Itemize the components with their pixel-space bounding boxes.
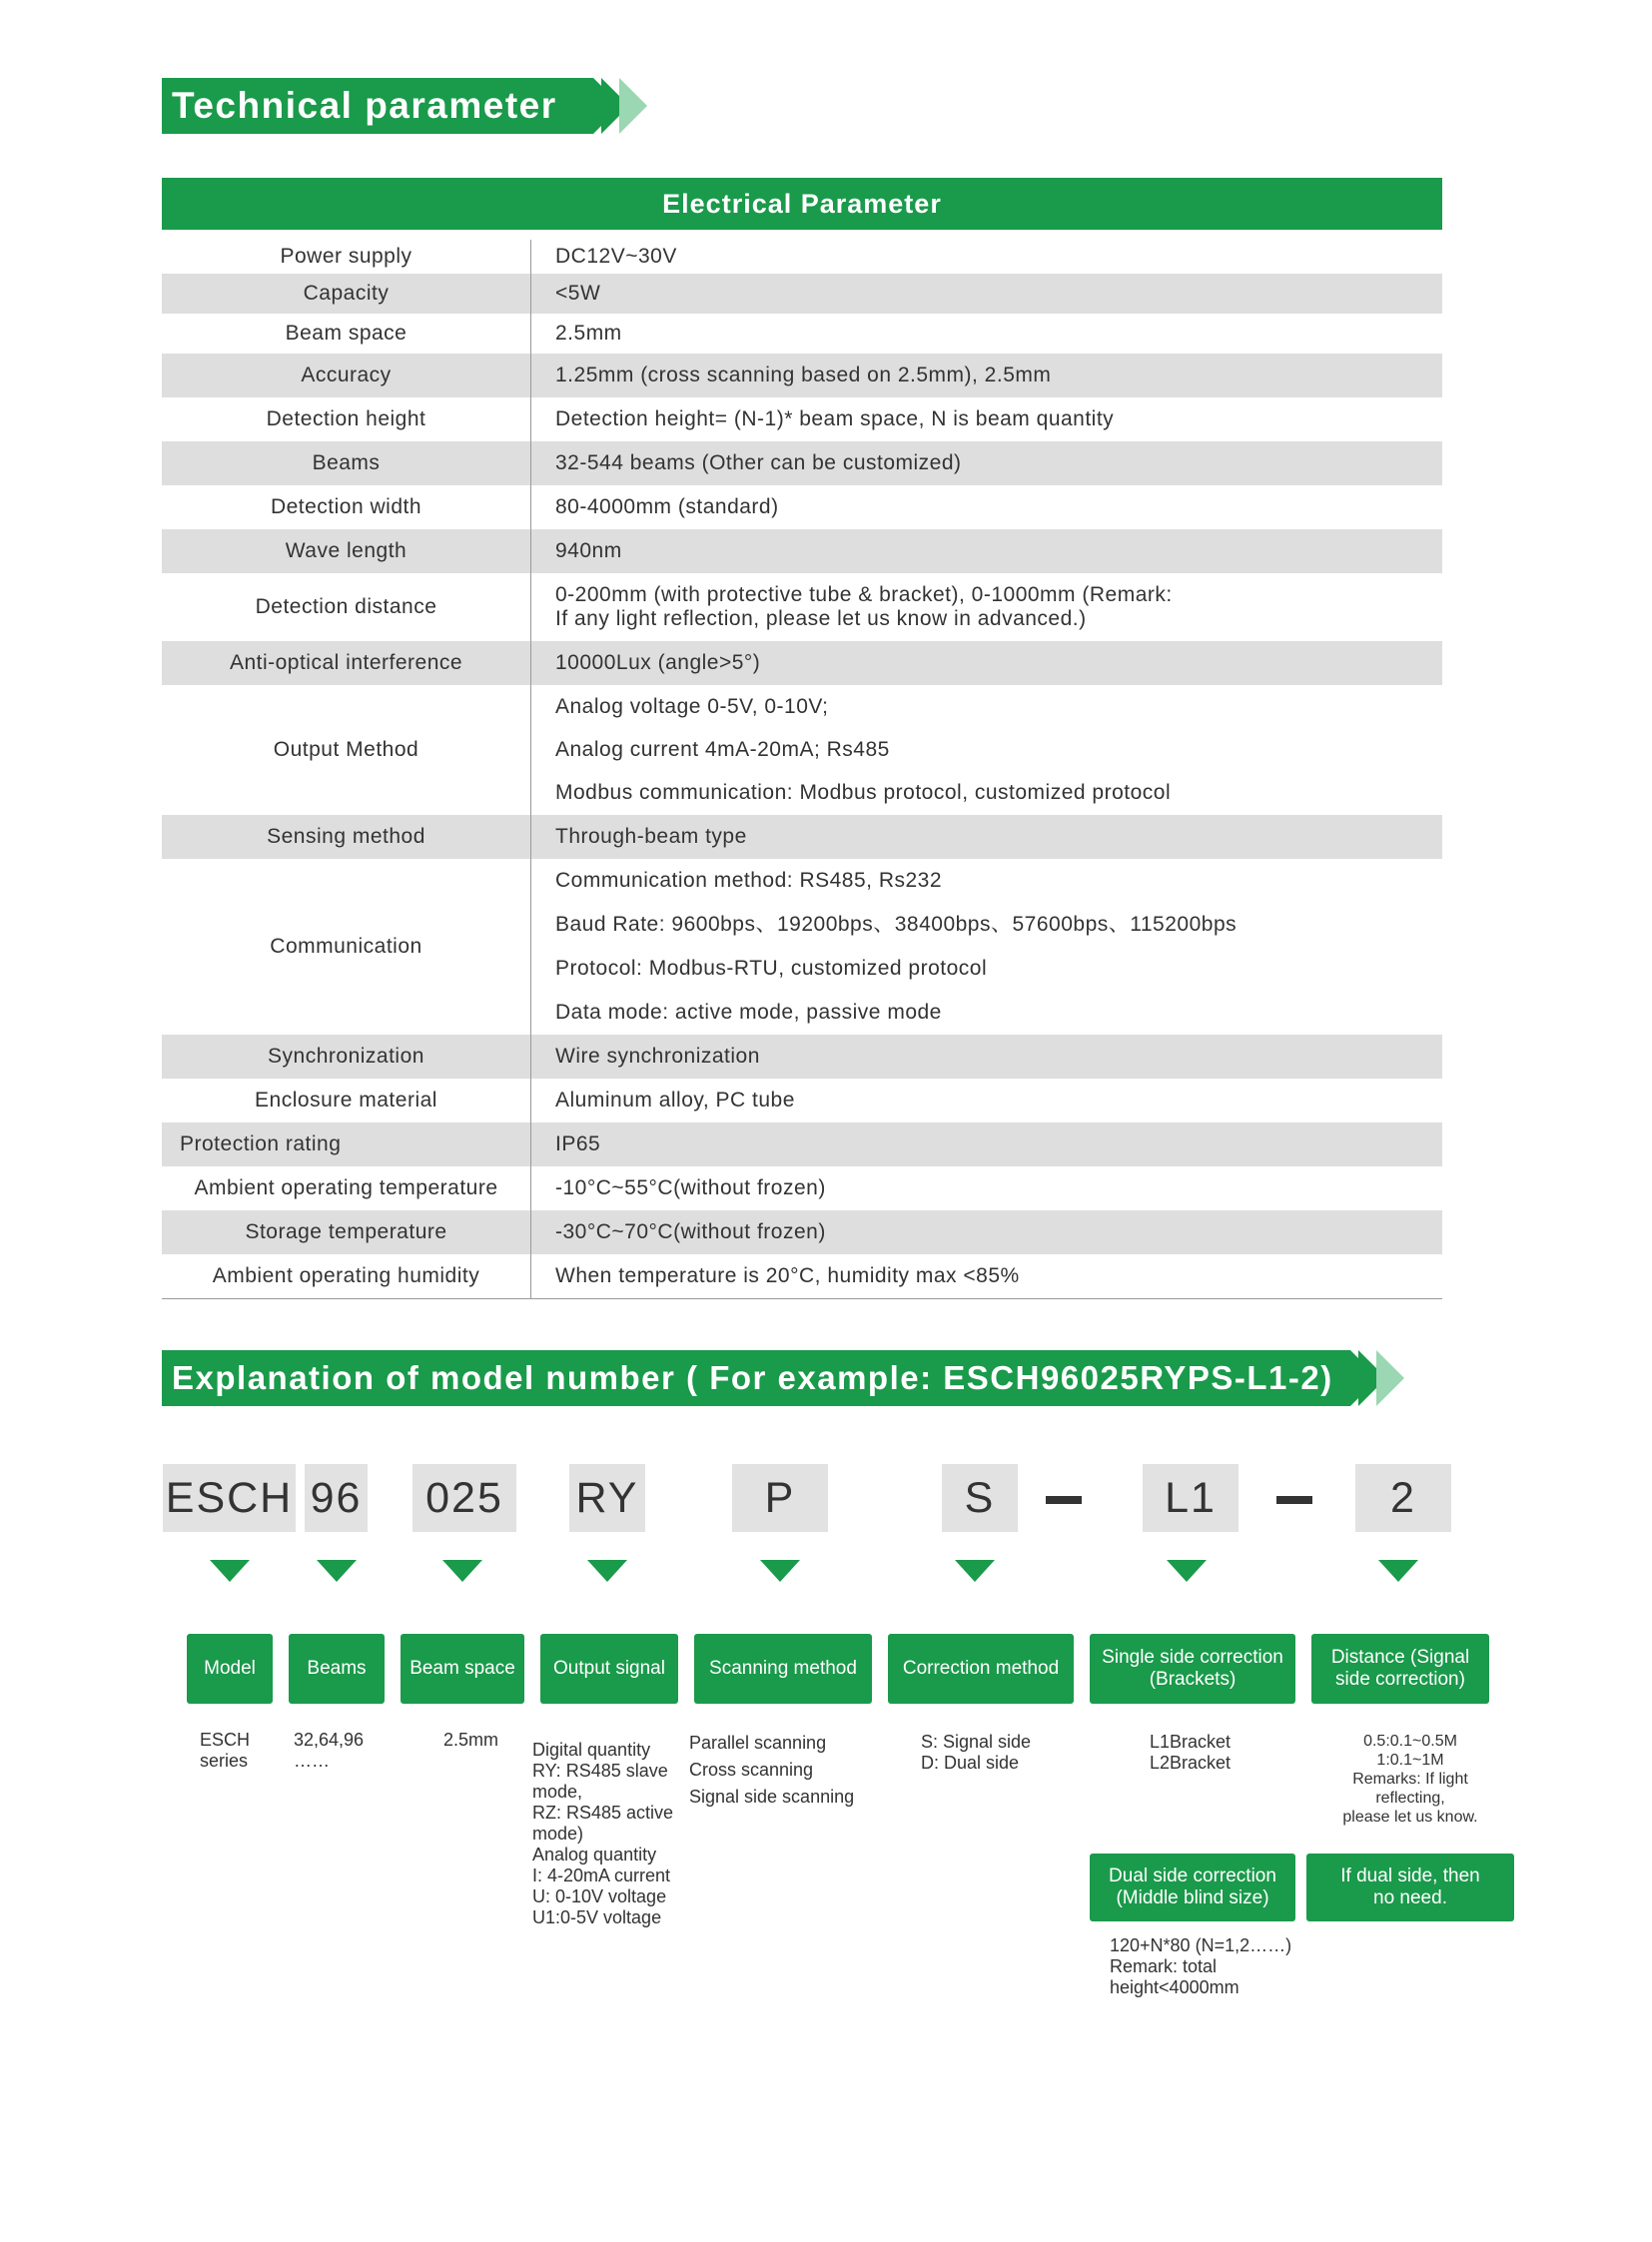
code-segment: RY: [569, 1464, 645, 1532]
table-row: [162, 1122, 1442, 1166]
parameter-label: Detection distance: [162, 573, 531, 641]
table-row: [162, 1079, 1442, 1122]
table-row: [162, 529, 1442, 573]
label-scanning-method: Scanning method: [694, 1634, 872, 1704]
parameter-value-line: 10000Lux (angle>5°): [555, 651, 761, 674]
parameter-value-line: Detection height= (N-1)* beam space, N is beam quantity: [555, 407, 1115, 430]
parameter-value-line: When temperature is 20°C, humidity max <85%: [555, 1264, 1020, 1287]
label-beams: Beams: [289, 1634, 385, 1704]
table-row: [162, 859, 1442, 1035]
arrow-down-icon: [1167, 1560, 1207, 1582]
technical-parameter-banner: [162, 78, 593, 134]
parameter-value-line: Communication method: RS485, Rs232: [555, 869, 943, 892]
arrow-down-icon: [587, 1560, 627, 1582]
table-row: [162, 815, 1442, 859]
parameter-label: Anti-optical interference: [162, 641, 531, 685]
parameter-value-line: 2.5mm: [555, 322, 622, 345]
table-row: [162, 685, 1442, 815]
chevron-icon: [1376, 1350, 1404, 1406]
label-correction-method: Correction method: [888, 1634, 1074, 1704]
table-row: [162, 274, 1442, 314]
parameter-value: [531, 1210, 1442, 1254]
parameter-label: Detection height: [162, 397, 531, 441]
table-row: [162, 397, 1442, 441]
desc-model: ESCH series: [200, 1730, 251, 1771]
parameter-value-line: Data mode: active mode, passive mode: [555, 1001, 942, 1024]
table-row: [162, 1210, 1442, 1254]
parameter-value: [531, 485, 1442, 529]
parameter-value-line: Through-beam type: [555, 825, 747, 848]
parameter-label: Output Method: [162, 685, 531, 815]
parameter-label: Beam space: [162, 314, 531, 354]
code-segment: 2: [1355, 1464, 1451, 1532]
section-title: Technical parameter: [172, 85, 557, 126]
parameter-value: [531, 815, 1442, 859]
parameter-value: [531, 397, 1442, 441]
table-row: [162, 1035, 1442, 1079]
arrow-down-icon: [317, 1560, 357, 1582]
parameter-value: [531, 1122, 1442, 1166]
arrow-down-icon: [955, 1560, 995, 1582]
parameter-value: [531, 1166, 1442, 1210]
parameter-label: Detection width: [162, 485, 531, 529]
parameter-value: [531, 573, 1442, 641]
code-segment: ESCH: [163, 1464, 296, 1532]
parameter-value-line: If any light reflection, please let us know in advanced.): [555, 607, 1087, 630]
table-row: [162, 641, 1442, 685]
parameter-label: Wave length: [162, 529, 531, 573]
code-segment: 025: [413, 1464, 516, 1532]
parameter-value-line: Analog voltage 0-5V, 0-10V;: [555, 694, 829, 718]
parameter-value: [531, 1254, 1442, 1298]
arrow-down-icon: [1378, 1560, 1418, 1582]
parameter-value-line: 1.25mm (cross scanning based on 2.5mm), 2.5mm: [555, 364, 1052, 386]
parameter-value-line: Wire synchronization: [555, 1045, 760, 1068]
label-dual-side-note: If dual side, then no need.: [1306, 1854, 1514, 1921]
table-row: [162, 573, 1442, 641]
table-row: [162, 240, 1442, 274]
parameter-value: [531, 641, 1442, 685]
section-title: Explanation of model number ( For example: ESCH96025RYPS-L1-2): [172, 1359, 1333, 1396]
parameter-value-line: 80-4000mm (standard): [555, 495, 779, 518]
parameter-label: Communication: [162, 859, 531, 1035]
table-row: [162, 354, 1442, 397]
parameter-value-line: Aluminum alloy, PC tube: [555, 1089, 795, 1112]
label-model: Model: [187, 1634, 273, 1704]
code-segment: L1: [1143, 1464, 1239, 1532]
parameter-value: [531, 314, 1442, 354]
parameter-value-line: 940nm: [555, 539, 622, 562]
parameter-label: Storage temperature: [162, 1210, 531, 1254]
label-single-side-correction: Single side correction (Brackets): [1090, 1634, 1295, 1704]
desc-output-signal: Digital quantity RY: RS485 slave mode, RZ: RS485 active mode) Analog quantity I: 4-20mA current U: 0-10V voltage U1:0-5V voltage: [532, 1740, 674, 1927]
table-row: [162, 485, 1442, 529]
parameter-value: [531, 441, 1442, 485]
parameter-label: Enclosure material: [162, 1079, 531, 1122]
dash-separator: [1276, 1496, 1312, 1504]
chevron-icon: [619, 78, 647, 134]
label-output-signal: Output signal: [540, 1634, 678, 1704]
parameter-label: Beams: [162, 441, 531, 485]
parameter-value: [531, 240, 1442, 274]
table-row: [162, 1254, 1442, 1298]
parameter-value-line: IP65: [555, 1132, 601, 1155]
parameter-value-line: Analog current 4mA-20mA; Rs485: [555, 737, 890, 761]
model-number-banner: [162, 1350, 1350, 1406]
label-beam-space: Beam space: [401, 1634, 524, 1704]
parameter-value-line: -10°C~55°C(without frozen): [555, 1176, 826, 1199]
parameter-label: Ambient operating humidity: [162, 1254, 531, 1298]
label-dual-side-correction: Dual side correction (Middle blind size): [1090, 1854, 1295, 1921]
parameter-value-line: Baud Rate: 9600bps、19200bps、38400bps、57600bps、115200bps: [555, 913, 1238, 936]
parameter-label: Accuracy: [162, 354, 531, 397]
table-row: [162, 441, 1442, 485]
desc-single-side: L1Bracket L2Bracket: [1150, 1732, 1232, 1773]
table-title: Electrical Parameter: [162, 178, 1442, 230]
parameter-value-line: <5W: [555, 282, 601, 305]
parameter-label: Capacity: [162, 274, 531, 314]
parameter-value: [531, 1079, 1442, 1122]
parameter-value-line: 32-544 beams (Other can be customized): [555, 451, 962, 474]
table-row: [162, 1166, 1442, 1210]
desc-scanning-method: Parallel scanning Cross scanning Signal side scanning: [689, 1733, 855, 1807]
desc-distance: 0.5:0.1~0.5M 1:0.1~1M Remarks: If light reflecting, please let us know.: [1342, 1733, 1478, 1826]
desc-beam-space: 2.5mm: [443, 1730, 499, 1750]
parameter-value: [531, 1035, 1442, 1079]
arrow-down-icon: [210, 1560, 250, 1582]
parameter-value: [531, 529, 1442, 573]
parameter-label: Ambient operating temperature: [162, 1166, 531, 1210]
parameter-label: Protection rating: [162, 1122, 531, 1166]
dash-separator: [1046, 1496, 1082, 1504]
desc-correction-method: S: Signal side D: Dual side: [921, 1732, 1032, 1773]
arrow-down-icon: [442, 1560, 482, 1582]
parameter-label: Power supply: [162, 240, 531, 274]
parameter-value-line: Modbus communication: Modbus protocol, customized protocol: [555, 781, 1172, 805]
code-segment: P: [732, 1464, 828, 1532]
arrow-down-icon: [760, 1560, 800, 1582]
parameter-value-line: 0-200mm (with protective tube & bracket), 0-1000mm (Remark:: [555, 583, 1173, 606]
table-row: [162, 314, 1442, 354]
parameter-value: [531, 685, 1442, 815]
parameter-label: Sensing method: [162, 815, 531, 859]
desc-dual-side: 120+N*80 (N=1,2……) Remark: total height<4000mm: [1110, 1935, 1292, 1997]
parameter-value: [531, 274, 1442, 314]
parameter-value-line: DC12V~30V: [555, 245, 677, 268]
parameter-label: Synchronization: [162, 1035, 531, 1079]
label-distance: Distance (Signal side correction): [1311, 1634, 1489, 1704]
code-segment: 96: [305, 1464, 368, 1532]
electrical-parameter-table: [162, 178, 1442, 1299]
parameter-value: [531, 859, 1442, 1035]
desc-beams: 32,64,96 ……: [294, 1730, 365, 1771]
parameter-value-line: -30°C~70°C(without frozen): [555, 1220, 826, 1243]
parameter-value-line: Protocol: Modbus-RTU, customized protocol: [555, 957, 988, 980]
parameter-value: [531, 354, 1442, 397]
code-segment: S: [942, 1464, 1018, 1532]
